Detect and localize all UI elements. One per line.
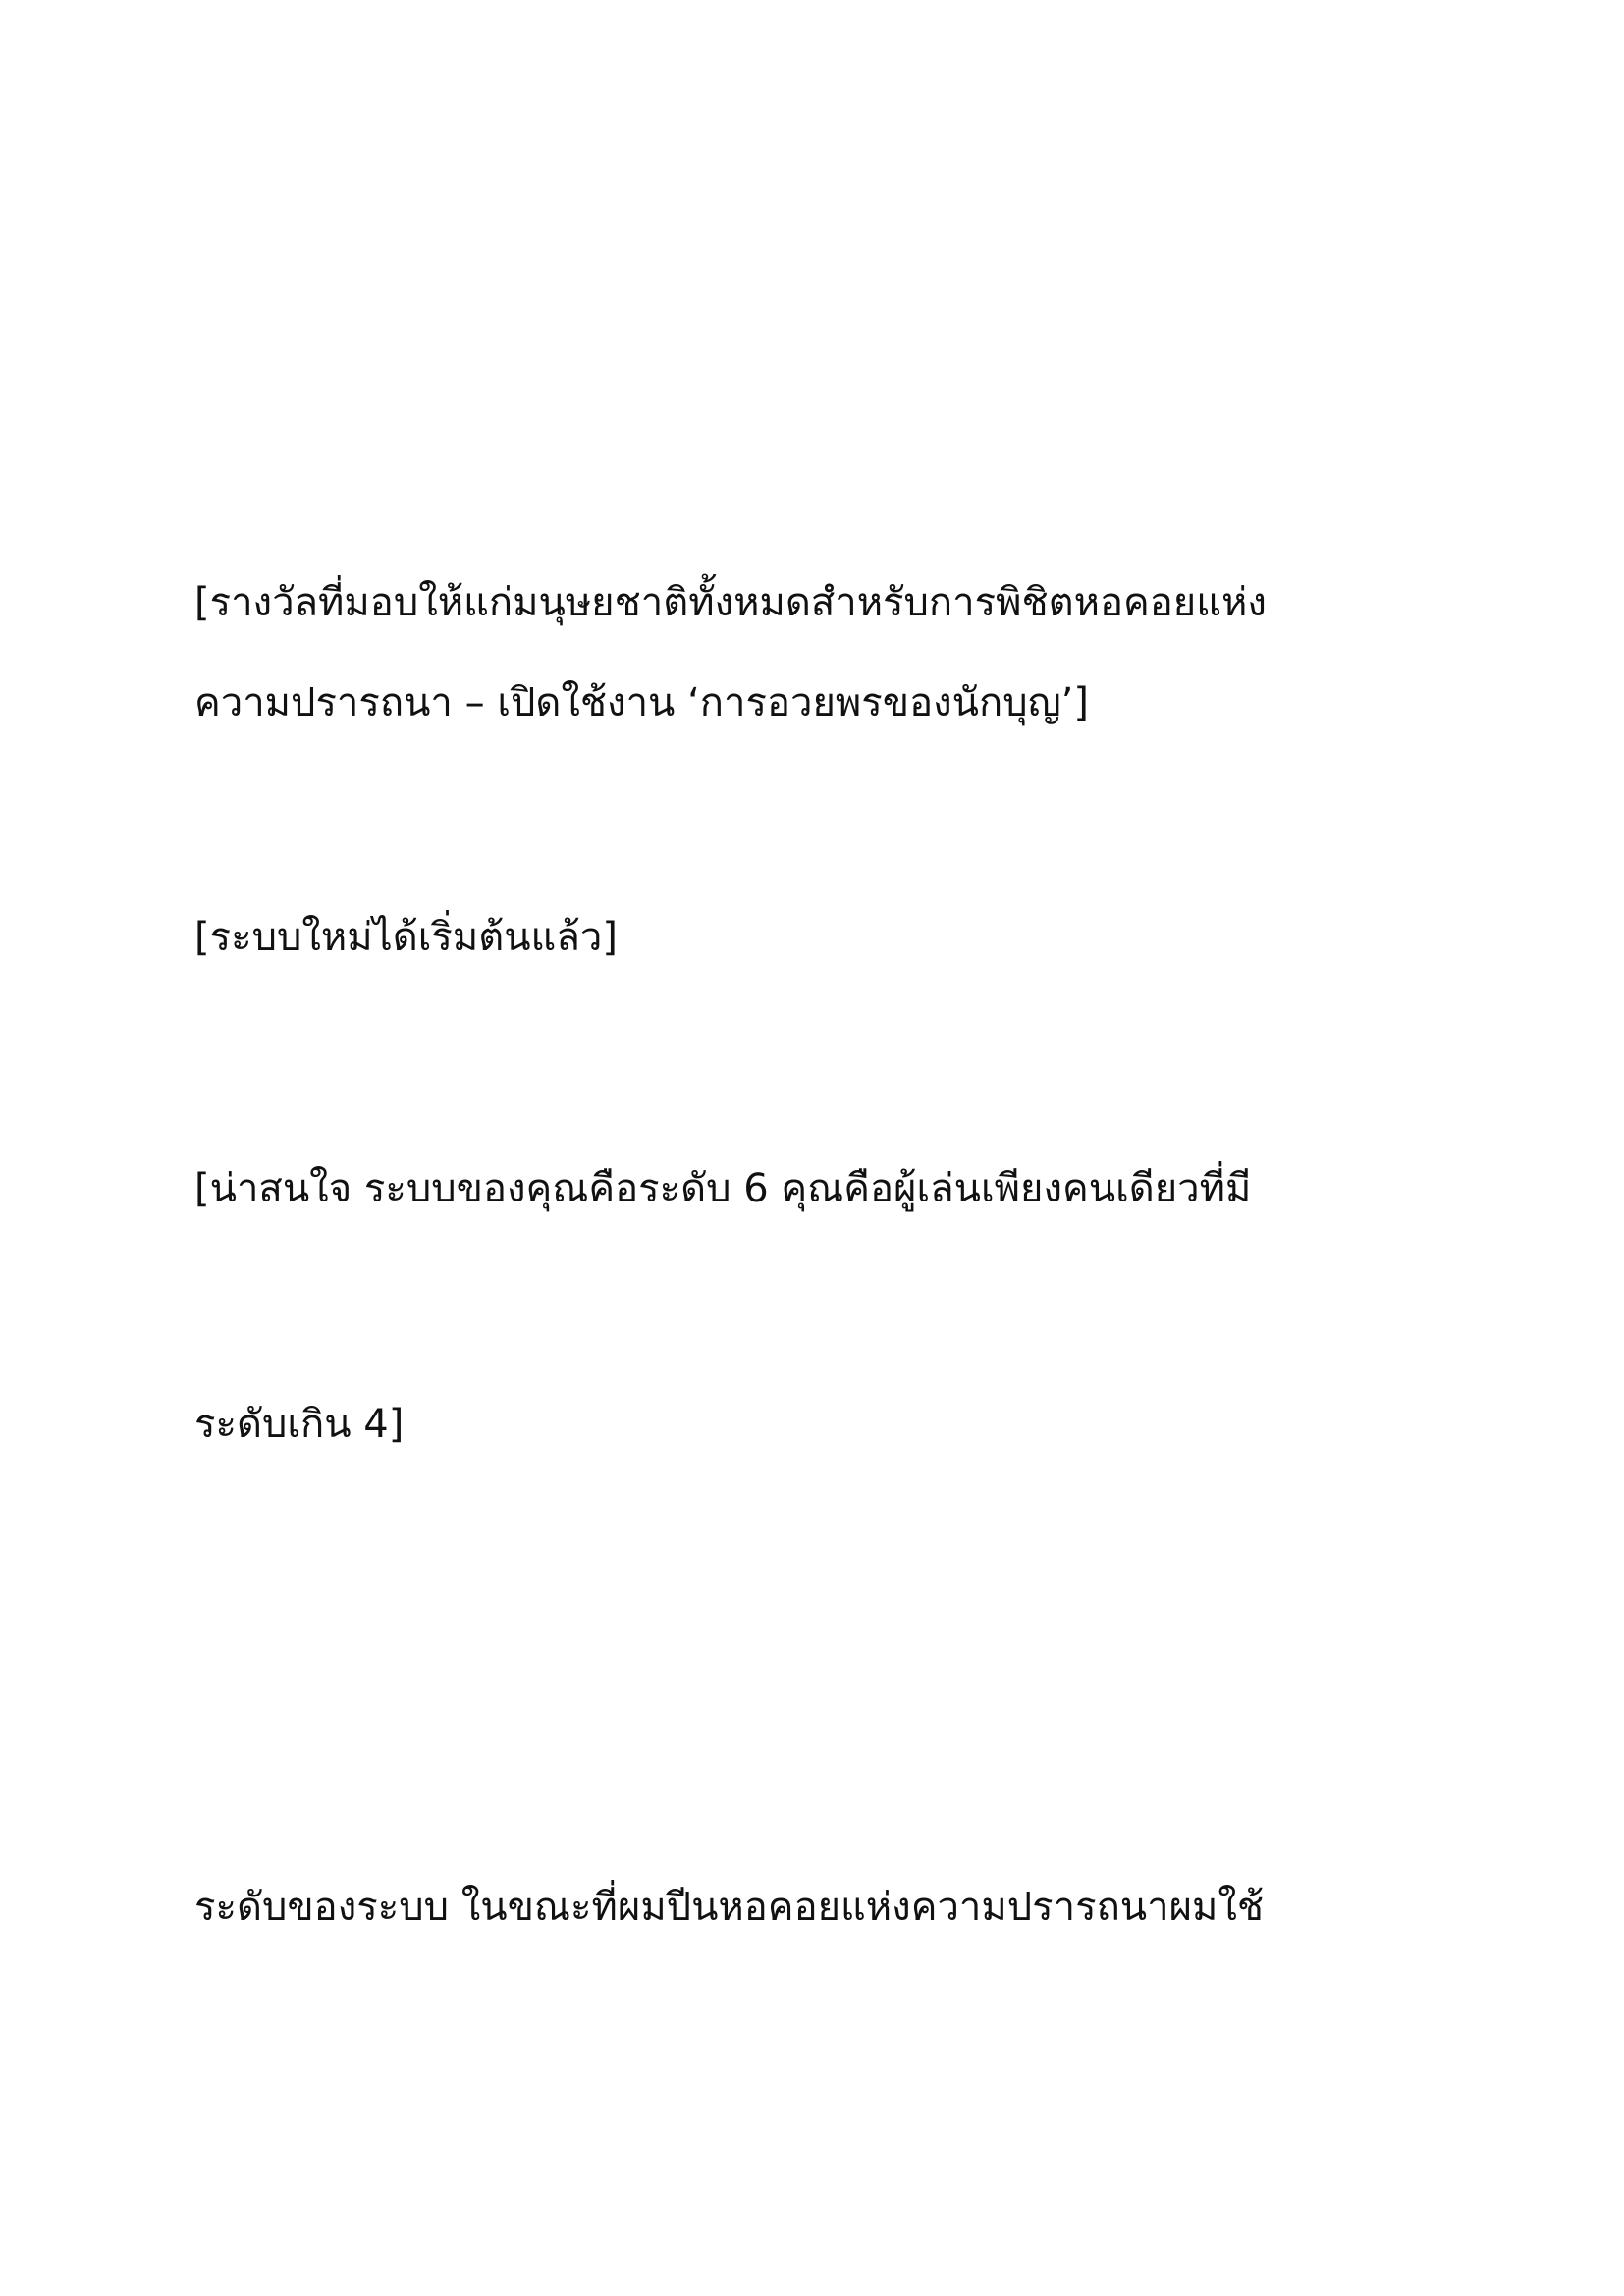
system-level-notice-line-1: [น่าสนใจ ระบบของคุณคือระดับ 6 คุณคือผู้เล่นเพียงคนเดียวที่มี xyxy=(194,1166,1252,1211)
narrative-paragraph-line: ระดับของระบบ ในขณะที่ผมปีนหอคอยแห่งความปรารถนาผมใช้ xyxy=(194,1885,1265,1930)
system-started-notice: [ระบบใหม่ได้เริ่มต้นแล้ว] xyxy=(194,915,618,960)
reward-notice-line-1: [รางวัลที่มอบให้แก่มนุษยชาติทั้งหมดสำหรับการพิชิตหอคอยแห่ง xyxy=(194,580,1267,625)
reward-notice-line-2: ความปรารถนา – เปิดใช้งาน ‘การอวยพรของนักบุญ’] xyxy=(194,680,1089,725)
system-level-notice-line-2: ระดับเกิน 4] xyxy=(194,1402,405,1447)
